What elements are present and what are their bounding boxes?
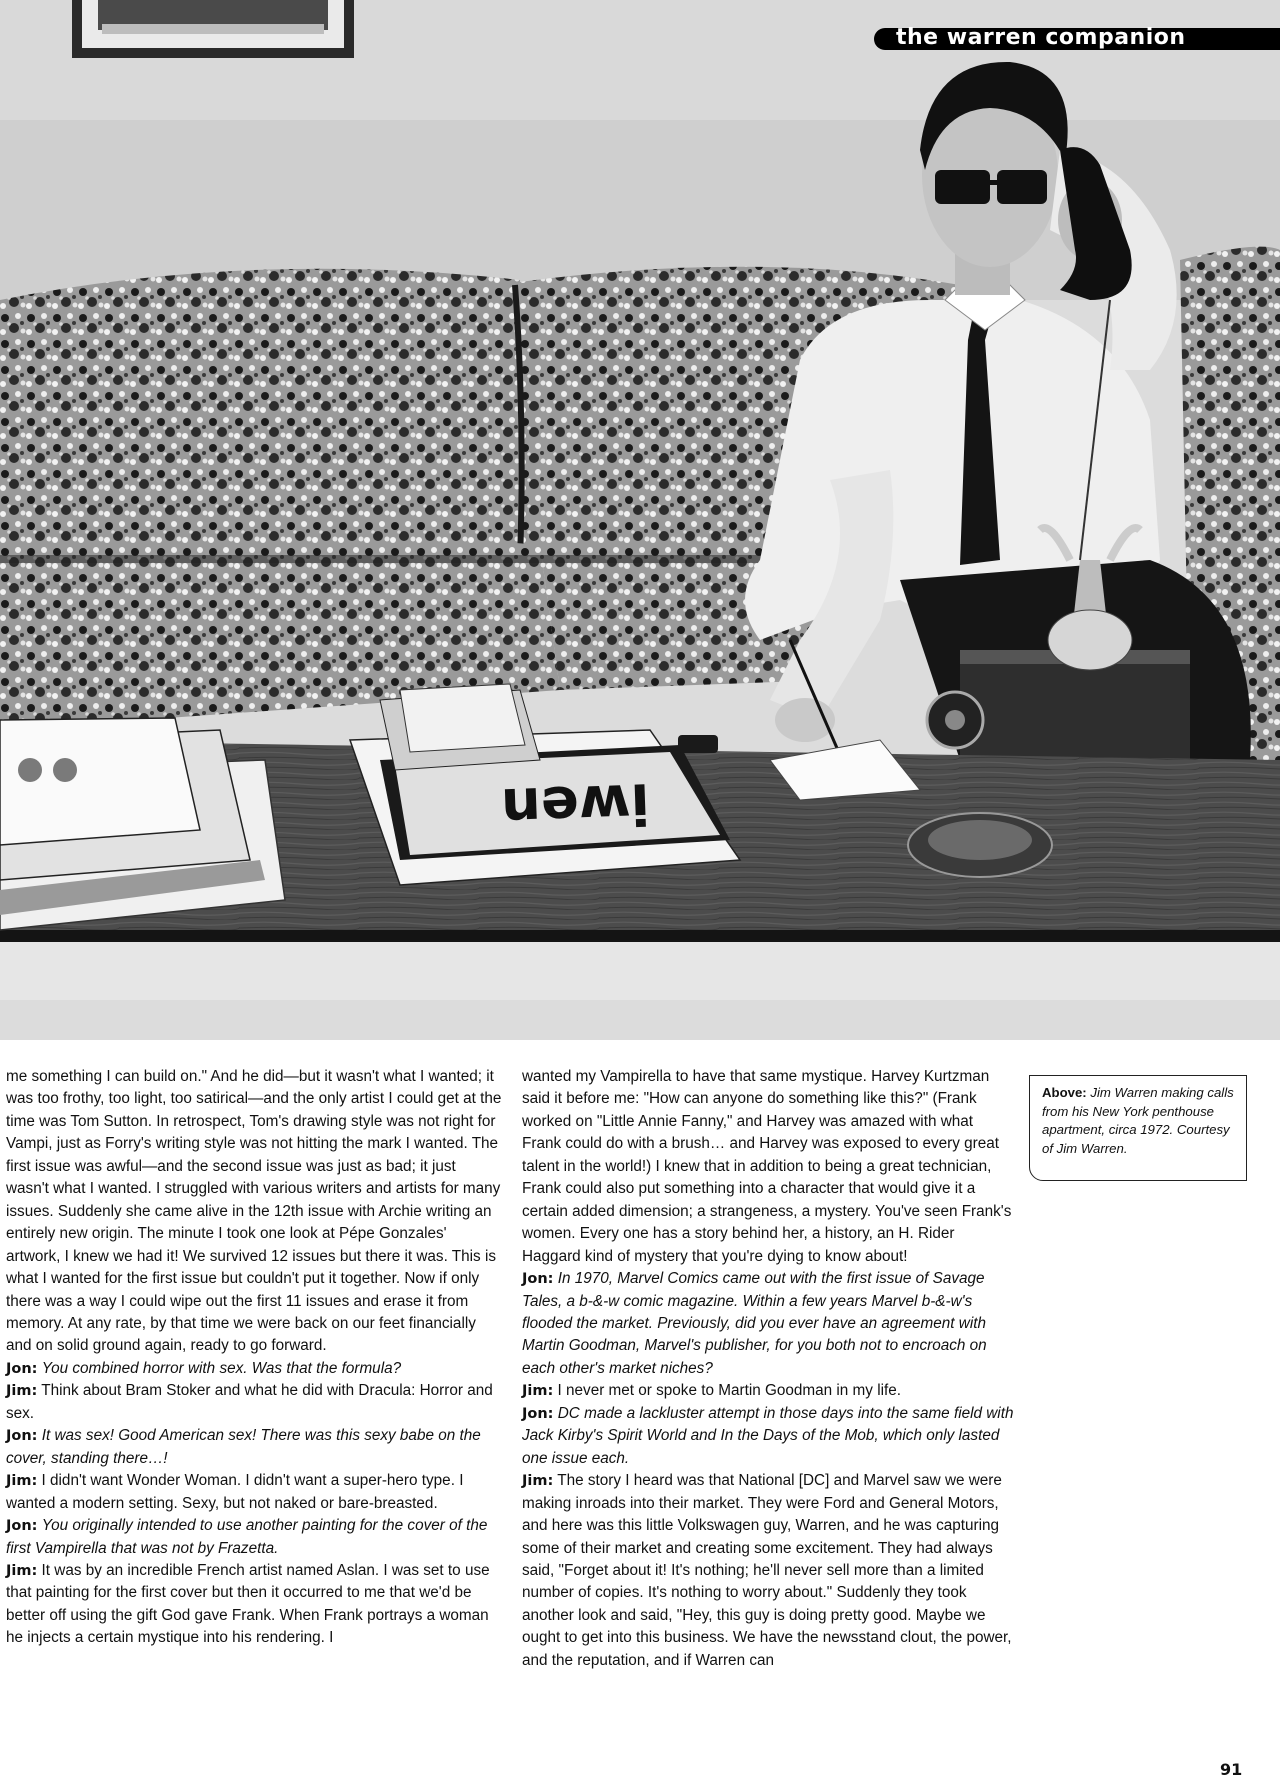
paragraph-text: You combined horror with sex. Was that the formula? — [41, 1359, 402, 1377]
paragraph — [522, 1470, 1016, 1672]
paragraph-text: It was sex! Good American sex! There was this sexy babe on the cover, standing there…! — [6, 1427, 481, 1467]
paragraph-text: me something I can build on." And he did—but it wasn't what I wanted; it was too frothy, too light, too satirical—and the only artist I could get at the time was Tom Sutton. In retrospect, Tom's drawing style was not right for Vampi, just as Forry's writing style was not hitting the mark I wanted. The first issue was awful—and the second issue was just as bad; it just wasn't what I wanted. I struggled with various writers and artists for many issues. Suddenly she came alive in the 12th issue with Archie writing an entirely new origin. The minute I took one look at Pépe Gonzales' artwork, I knew we had it! We survived 12 issues but there it was. This is what I wanted for the first issue but couldn't put it together. Now if only there was a way I could wipe out the first 11 issues and erase it from memory. At any rate, by that time we were back on our feet financially and on solid ground again, ready to go forward. — [6, 1068, 502, 1355]
paragraph-text: In 1970, Marvel Comics came out with the first issue of Savage Tales, a b-&-w comic magazine. Within a few years Marvel b-&-w's flooded the market. Previously, did you ever have an agreement with Martin Goodman, Marvel's publisher, for you both not to encroach on each other's market niches? — [522, 1270, 987, 1377]
caption-label: Above: — [1042, 1085, 1087, 1100]
paragraph — [6, 1560, 502, 1650]
paragraph — [6, 1470, 502, 1515]
paragraph — [522, 1066, 1016, 1268]
paragraph — [6, 1066, 502, 1358]
paragraph — [6, 1515, 502, 1560]
paragraph — [6, 1425, 502, 1470]
text-column-2 — [522, 1066, 1016, 1672]
speaker-label: Jon: — [522, 1271, 554, 1288]
paragraph-text: The story I heard was that National [DC] and Marvel saw we were making inroads into their market. They were Ford and General Motors, and here was this little Volkswagen guy, Warren, and he was capturing some of their market and creating some excitement. They had always said, "Forget about it! It's nothing; he'll never sell more than a limited number of copies. It's nothing to worry about." Suddenly they took another look and said, "Hey, this guy is doing pretty good. Maybe we ought to get into this business. We have the newsstand clout, the power, and the reputation, and if Warren can — [522, 1472, 1012, 1669]
paragraph-text: I never met or spoke to Martin Goodman in my life. — [557, 1382, 902, 1400]
paragraph-text: DC made a lackluster attempt in those days into the same field with Jack Kirby's Spirit World and In the Days of the Mob, which only lasted one issue each. — [522, 1404, 1014, 1467]
photo-caption — [1029, 1075, 1247, 1181]
speaker-label: Jon: — [522, 1405, 554, 1422]
paragraph — [6, 1358, 502, 1380]
speaker-label: Jon: — [6, 1518, 38, 1535]
speaker-label: Jim: — [6, 1562, 38, 1579]
paragraph — [522, 1380, 1016, 1402]
paragraph-text: You originally intended to use another painting for the cover of the first Vampirella that was not by Frazetta. — [6, 1517, 488, 1557]
speaker-label: Jon: — [6, 1428, 38, 1445]
paragraph — [522, 1268, 1016, 1380]
text-column-1 — [6, 1066, 502, 1650]
speaker-label: Jim: — [6, 1473, 38, 1490]
speaker-label: Jim: — [522, 1473, 554, 1490]
paragraph-text: Think about Bram Stoker and what he did with Dracula: Horror and sex. — [6, 1382, 493, 1422]
paragraph — [6, 1380, 502, 1425]
speaker-label: Jim: — [6, 1383, 38, 1400]
running-header-title: the warren companion — [896, 25, 1186, 50]
paragraph-text: It was by an incredible French artist named Aslan. I was set to use that painting for the first cover but then it occurred to me that we'd be better off using the gift God gave Frank. When Frank portrays a woman he injects a certain mystique into his rendering. I — [6, 1561, 490, 1647]
caption-text: Jim Warren making calls from his New York penthouse apartment, circa 1972. Courtesy of Jim Warren. — [1042, 1085, 1234, 1156]
speaker-label: Jon: — [6, 1360, 38, 1377]
paragraph — [522, 1403, 1016, 1470]
paragraph-text: I didn't want Wonder Woman. I didn't want a super-hero type. I wanted a modern setting. Sexy, but not naked or bare-breasted. — [6, 1472, 464, 1512]
speaker-label: Jim: — [522, 1383, 554, 1400]
paragraph-text: wanted my Vampirella to have that same mystique. Harvey Kurtzman said it before me: "How can anyone do something like this?" (Frank worked on "Little Annie Fanny," and Harvey was amazed with what Frank could do with a brush… and Harvey was exposed to every great talent in the world!) I knew that in addition to being a great technician, Frank could also put something into a character that would give it a certain added dimension; a strangeness, a mystery. You've seen Frank's women. Every one has a story behind her, a history, an H. Rider Haggard kind of mystery that you're dying to know about! — [522, 1068, 1012, 1265]
page-number: 91 — [1220, 1760, 1243, 1779]
magazine-cover-title: iwen — [499, 770, 651, 841]
